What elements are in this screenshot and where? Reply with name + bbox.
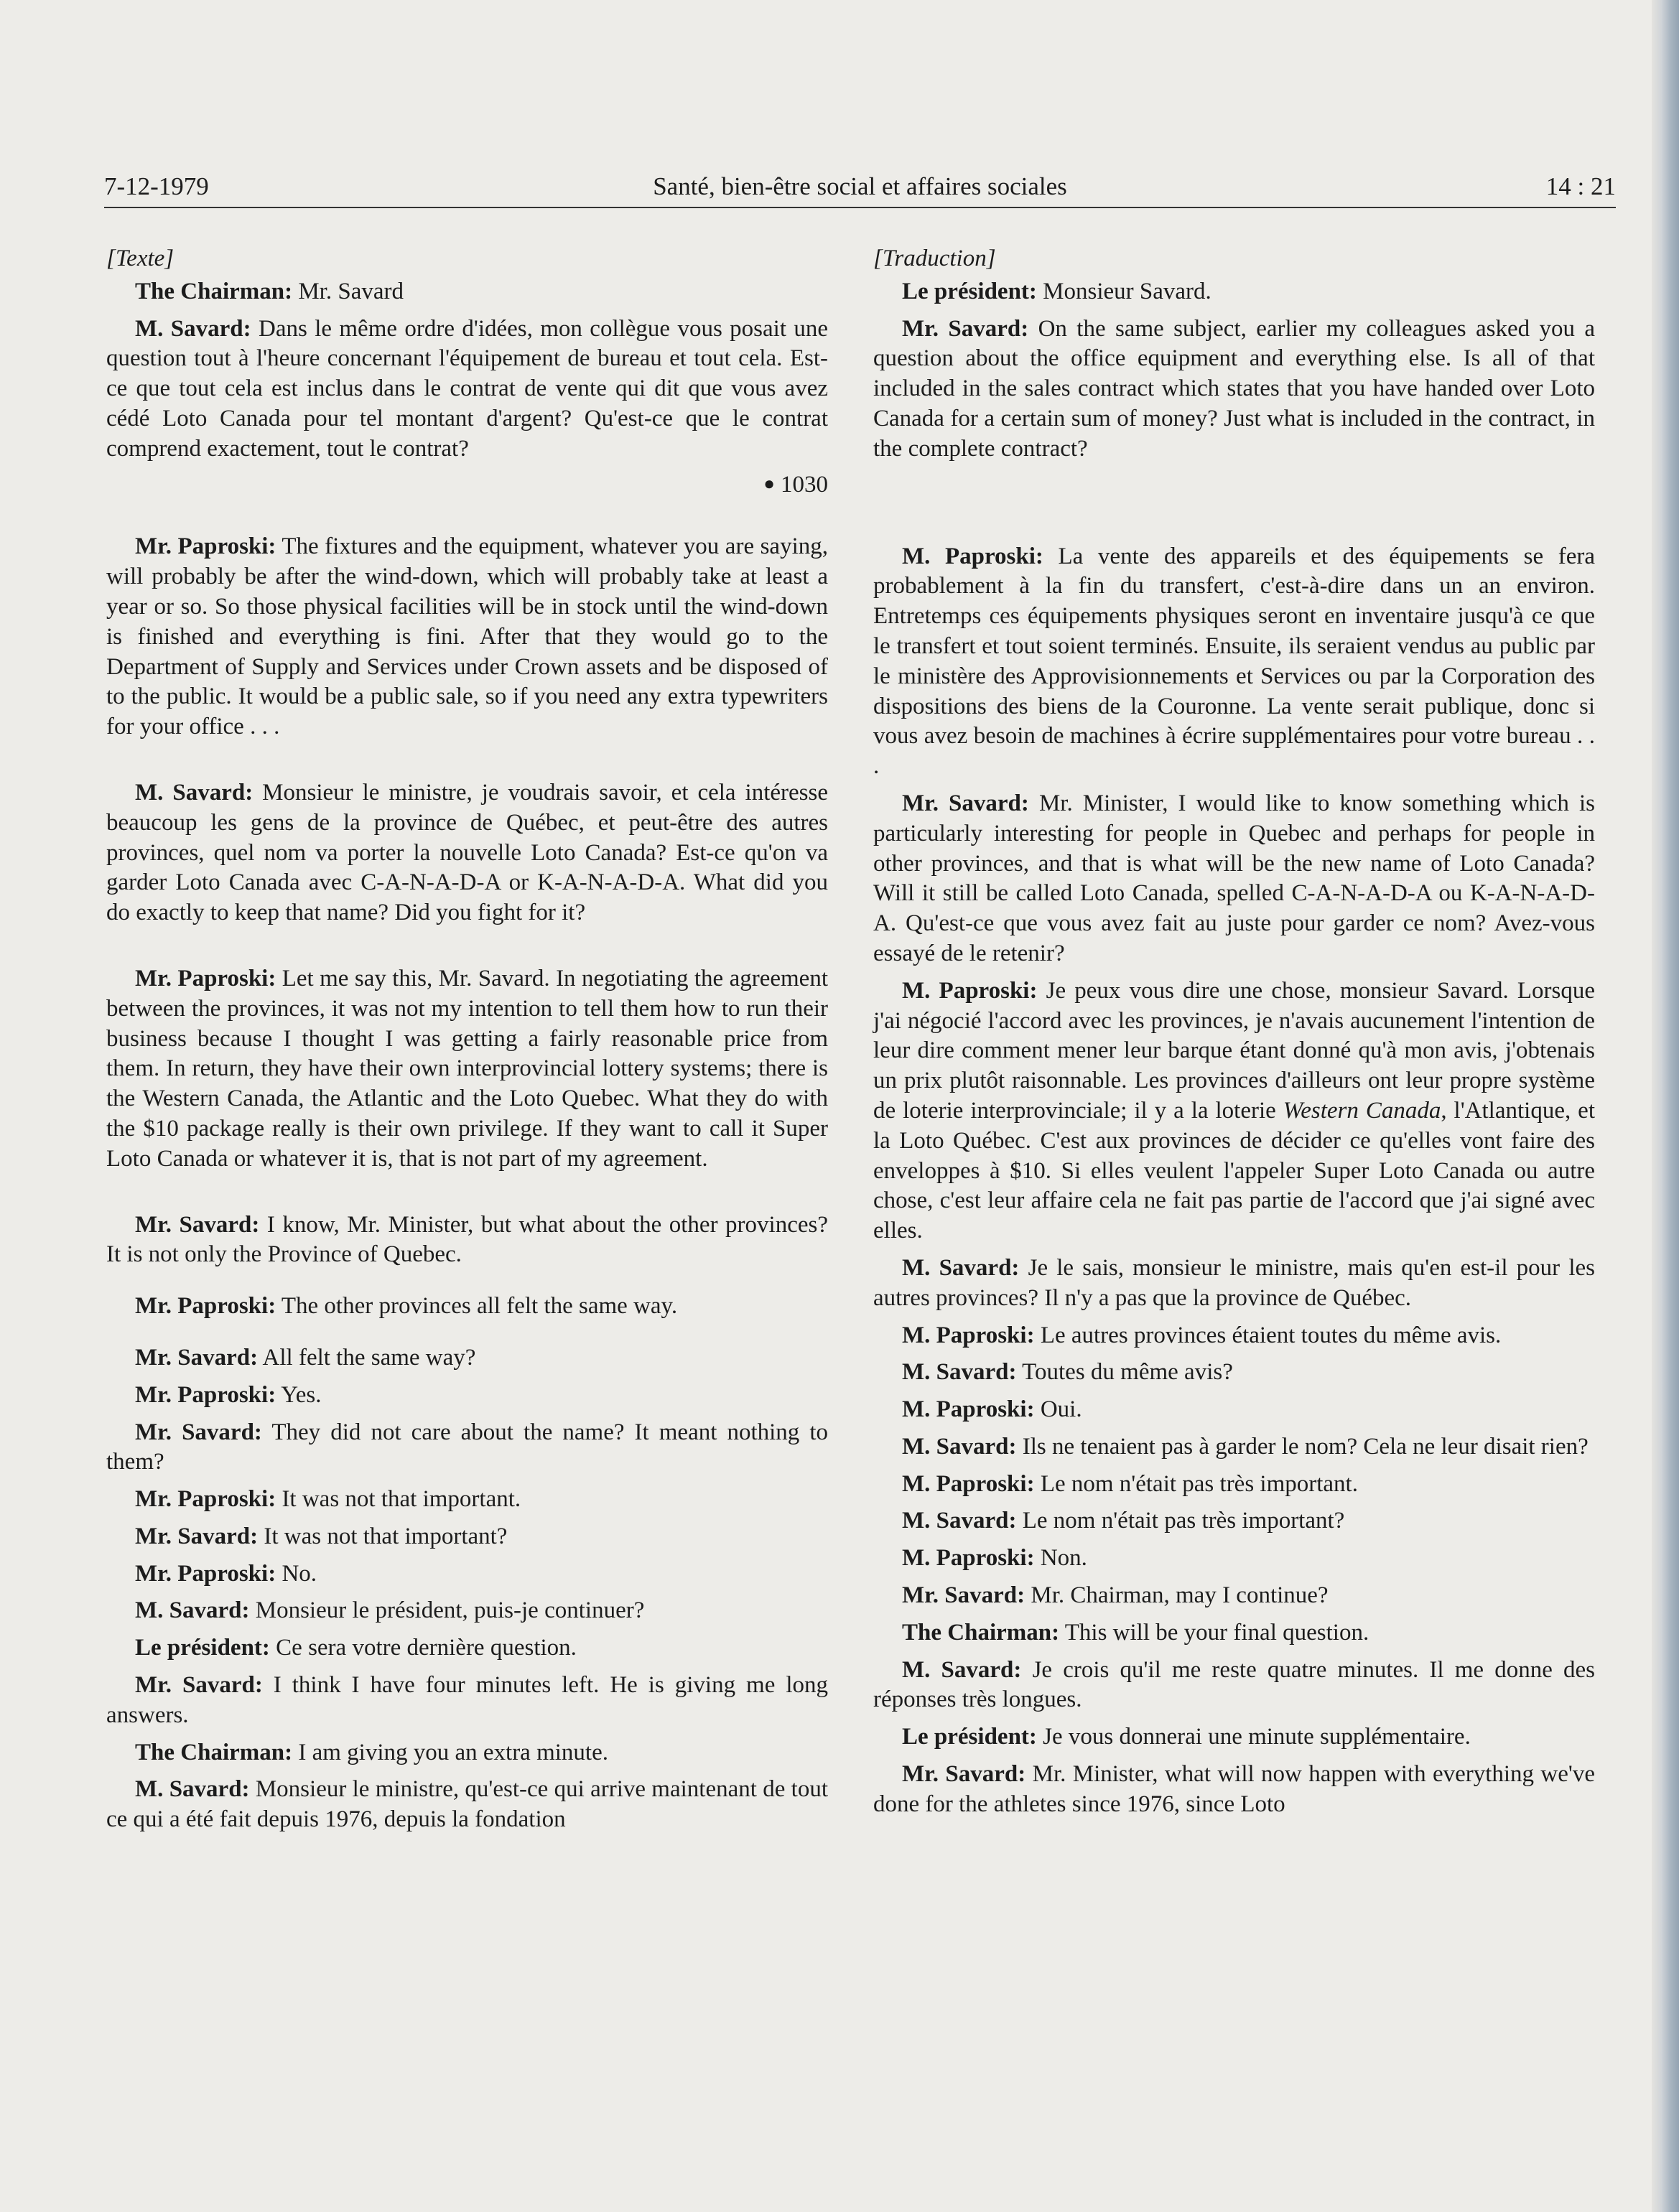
speech-entry — [106, 964, 828, 1175]
header-page-number: 14 : 21 — [1545, 172, 1616, 200]
speech-text: I know, Mr. Minister, but what about the other provinces? It is not only the Province of Quebec. — [106, 1211, 828, 1268]
speech-entry — [106, 1418, 828, 1478]
speaker-name: M. Savard: — [135, 1597, 250, 1624]
right-column — [873, 244, 1595, 1827]
speech-entry — [106, 1485, 828, 1515]
speaker-name: M. Savard: — [902, 1433, 1017, 1460]
speech-text: It was not that important? — [258, 1523, 508, 1549]
speech-entry — [106, 1210, 828, 1271]
speech-text: Mr. Chairman, may I continue? — [1025, 1582, 1329, 1609]
speech-text: Toutes du même avis? — [1016, 1359, 1233, 1386]
speech-text: All felt the same way? — [258, 1344, 476, 1371]
speaker-name: The Chairman: — [135, 278, 293, 304]
speech-text: Monsieur le ministre, qu'est-ce qui arrive maintenant de tout ce qui a été fait depuis 1976, depuis la fondation — [106, 1776, 828, 1833]
speech-text: Je peux vous dire une chose, monsieur Savard. Lorsque j'ai négocié l'accord avec les provinces, je n'avais aucunement l'intention de leur dire comment mener leur barque étant donné qu'à mon avis, j'obtenais un prix plutôt raisonnable. Les provinces d'ailleurs ont leur propre système de loterie interprovinciale; il y a la loterie — [873, 977, 1596, 1124]
speaker-name: Mr. Paproski: — [135, 965, 276, 991]
speaker-name: M. Paproski: — [902, 543, 1043, 569]
speech-text: Le nom n'était pas très important. — [1034, 1470, 1358, 1497]
speech-text: Non. — [1034, 1545, 1087, 1572]
header-title: Santé, bien-être social et affaires sociales — [653, 172, 1067, 200]
speech-entry — [873, 1321, 1595, 1351]
speech-entry — [873, 1395, 1595, 1425]
speech-entry — [873, 1506, 1595, 1536]
speech-entry — [873, 1581, 1595, 1611]
speaker-name: M. Paproski: — [902, 1545, 1035, 1572]
speaker-name: Mr. Savard: — [135, 1211, 260, 1238]
speech-entry — [106, 532, 828, 742]
speech-entry — [106, 1596, 828, 1626]
speech-text: No. — [276, 1560, 317, 1587]
speech-entry — [106, 1381, 828, 1411]
speaker-name: M. Savard: — [135, 1776, 250, 1803]
speaker-name: M. Paproski: — [902, 977, 1038, 1004]
speech-entry — [106, 1775, 828, 1835]
speech-text: Dans le même ordre d'idées, mon collègue vous posait une question tout à l'heure concernant l'équipement de bureau et tout cela. Est-ce que tout cela est inclus dans le contrat de vente qui dit que vous avez cédé Loto Canada pour tel montant d'argent? Qu'est-ce que le contrat comprend exactement, tout le contrat? — [106, 315, 829, 462]
speech-entry — [873, 277, 1595, 307]
speech-entry — [873, 976, 1595, 1246]
speaker-name: Mr. Paproski: — [135, 1381, 276, 1408]
speaker-name: M. Savard: — [135, 315, 251, 342]
speaker-name: Mr. Savard: — [902, 315, 1029, 342]
speaker-name: Mr. Paproski: — [135, 1293, 276, 1320]
speech-entry — [873, 314, 1595, 465]
speaker-name: Mr. Savard: — [135, 1523, 259, 1549]
speech-entry — [106, 1522, 828, 1552]
speaker-name: Mr. Savard: — [902, 1761, 1026, 1788]
speech-text: Le autres provinces étaient toutes du même avis. — [1034, 1322, 1502, 1348]
speech-entry — [106, 778, 828, 928]
speech-text: Mr. Minister, I would like to know something which is particularly interesting for people in Quebec and perhaps for people in other provinces, and that is what will be the new name of Loto Canada? Will it still be called Loto Canada, spelled C-A-N-A-D-A ou K-A-N-A-D-A. Qu'est-ce que vous avez fait au juste pour garder ce nom? Avez-vous essayé de le retenir? — [873, 790, 1595, 966]
left-column — [106, 244, 828, 1842]
speech-text: The fixtures and the equipment, whatever you are saying, will probably be after the wind-down, which will probably take at least a year or so. So those physical facilities will be in stock until the wind-down is finished and everything is fini. After that they would go to the Department of Supply and Services under Crown assets and be disposed of to the public. It would be a public sale, so if you need any extra typewriters for your office . . . — [106, 533, 828, 740]
speech-entry — [873, 1760, 1595, 1820]
speech-text: Mr. Savard — [292, 278, 404, 304]
speaker-name: Mr. Paproski: — [135, 533, 276, 560]
speech-text: Oui. — [1034, 1396, 1082, 1423]
speaker-name: The Chairman: — [902, 1619, 1060, 1646]
speech-text: Let me say this, Mr. Savard. In negotiating the agreement between the provinces, it was not my intention to tell them how to run their business because I thought I was getting a fairly reasonable price from them. In return, they have their own interprovincial lottery systems; there is the Western Canada, the Atlantic and the Loto Quebec. What they do with the $10 package really is their own privilege. If they want to call it Super Loto Canada or whatever it is, that is not part of my agreement. — [106, 965, 828, 1172]
page-header — [104, 167, 1616, 208]
speech-text: Je crois qu'il me reste quatre minutes. Il me donne des réponses très longues. — [873, 1656, 1595, 1713]
speech-text: This will be your final question. — [1059, 1619, 1369, 1646]
speech-entry — [106, 1559, 828, 1590]
speaker-name: M. Savard: — [135, 779, 254, 806]
speech-entry — [873, 1544, 1595, 1574]
speaker-name: M. Savard: — [902, 1359, 1017, 1386]
speech-text: Je vous donnerai une minute supplémentaire. — [1036, 1724, 1471, 1750]
speech-text: It was not that important. — [276, 1486, 521, 1513]
speech-entry — [873, 542, 1595, 782]
speaker-name: M. Paproski: — [902, 1470, 1035, 1497]
speech-text: I am giving you an extra minute. — [292, 1739, 608, 1765]
speaker-name: Le président: — [135, 1635, 270, 1661]
speech-text: Le nom n'était pas très important? — [1016, 1508, 1345, 1534]
speech-entry — [106, 277, 828, 307]
speaker-name: Mr. Paproski: — [135, 1486, 276, 1513]
speaker-name: Mr. Savard: — [902, 790, 1029, 816]
speech-text-cont: , l'Atlantique, et la Loto Québec. C'est aux provinces de décider ce qu'elles vont faire des enveloppes à $10. Si elles veulent l'appeler Super Loto Canada ou autre chose, c'est leur affaire cela ne fait pas partie de l'accord que j'ai signé avec elles. — [873, 1097, 1595, 1244]
speech-entry — [106, 1292, 828, 1322]
header-date: 7-12-1979 — [104, 172, 209, 200]
speech-text-italic: Western Canada — [1283, 1097, 1441, 1124]
speaker-name: The Chairman: — [135, 1739, 293, 1765]
speech-text: Yes. — [276, 1381, 322, 1408]
speech-entry — [873, 1722, 1595, 1753]
section-tag-traduction: [Traduction] — [873, 246, 996, 271]
speech-entry — [106, 1738, 828, 1768]
section-tag-texte: [Texte] — [106, 246, 175, 271]
speaker-name: M. Savard: — [902, 1656, 1022, 1683]
speech-entry — [873, 1656, 1595, 1716]
speaker-name: Mr. Savard: — [135, 1344, 259, 1371]
speech-text: Je le sais, monsieur le ministre, mais qu'en est-il pour les autres provinces? Il n'y a pas que la province de Québec. — [873, 1254, 1595, 1311]
speech-text: Mr. Minister, what will now happen with everything we've done for the athletes since 1976, since Loto — [873, 1761, 1595, 1817]
speech-text: Ils ne tenaient pas à garder le nom? Cela ne leur disait rien? — [1016, 1433, 1589, 1460]
speaker-name: Le président: — [902, 1724, 1037, 1750]
speaker-name: M. Savard: — [902, 1254, 1020, 1281]
speech-entry — [873, 1470, 1595, 1500]
speaker-name: M. Paproski: — [902, 1322, 1035, 1348]
speaker-name: M. Paproski: — [902, 1396, 1035, 1423]
speech-entry — [106, 1343, 828, 1373]
speech-entry — [873, 1432, 1595, 1462]
speaker-name: Mr. Savard: — [135, 1419, 262, 1445]
speech-entry — [106, 1671, 828, 1731]
speech-text: La vente des appareils et des équipements se fera probablement à la fin du transfert, c'est-à-dire dans un an environ. Entretemps ces équipements physiques seront en inventaire jusqu'à ce que le transfert et tout soient terminés. Ensuite, ils seraient vendus au public par le ministère des Approvisionnements et Services ou par la Corporation des dispositions des biens de la Couronne. La vente serait publique, donc si vous avez besoin de machines à écrire supplémentaires pour votre bureau . . . — [873, 543, 1596, 780]
speaker-name: Mr. Paproski: — [135, 1560, 276, 1587]
speech-entry — [873, 1254, 1595, 1314]
speech-entry — [873, 1358, 1595, 1388]
speech-entry — [106, 1633, 828, 1663]
speech-text: Monsieur Savard. — [1036, 278, 1211, 304]
speech-entry — [106, 314, 828, 465]
speech-text: They did not care about the name? It meant nothing to them? — [106, 1419, 829, 1475]
speech-text: Monsieur le président, puis-je continuer? — [249, 1597, 645, 1624]
time-marker: ● 1030 — [763, 471, 828, 498]
speech-text: Ce sera votre dernière question. — [269, 1635, 577, 1661]
bullet-icon: ● — [763, 472, 775, 494]
speaker-name: Mr. Savard: — [135, 1672, 263, 1699]
speech-text: On the same subject, earlier my colleagues asked you a question about the office equipment and everything else. Is all of that included in the sales contract which states that you have handed over Loto Canada for a certain sum of money? Just what is included in the contract, in the complete contract? — [873, 315, 1596, 462]
speech-entry — [873, 789, 1595, 969]
speech-entry — [873, 1618, 1595, 1648]
page-binding-edge — [1652, 0, 1679, 2212]
speaker-name: M. Savard: — [902, 1508, 1017, 1534]
speaker-name: Mr. Savard: — [902, 1582, 1025, 1609]
speech-text: I think I have four minutes left. He is giving me long answers. — [106, 1672, 828, 1728]
speech-text: The other provinces all felt the same way. — [276, 1293, 678, 1320]
speaker-name: Le président: — [902, 278, 1037, 304]
speech-text: Monsieur le ministre, je voudrais savoir, et cela intéresse beaucoup les gens de la province de Québec, et peut-être des autres provinces, quel nom va porter la nouvelle Loto Canada? Est-ce qu'on va garder Loto Canada avec C-A-N-A-D-A or K-A-N-A-D-A. What did you do exactly to keep that name? Did you fight for it? — [106, 779, 828, 926]
